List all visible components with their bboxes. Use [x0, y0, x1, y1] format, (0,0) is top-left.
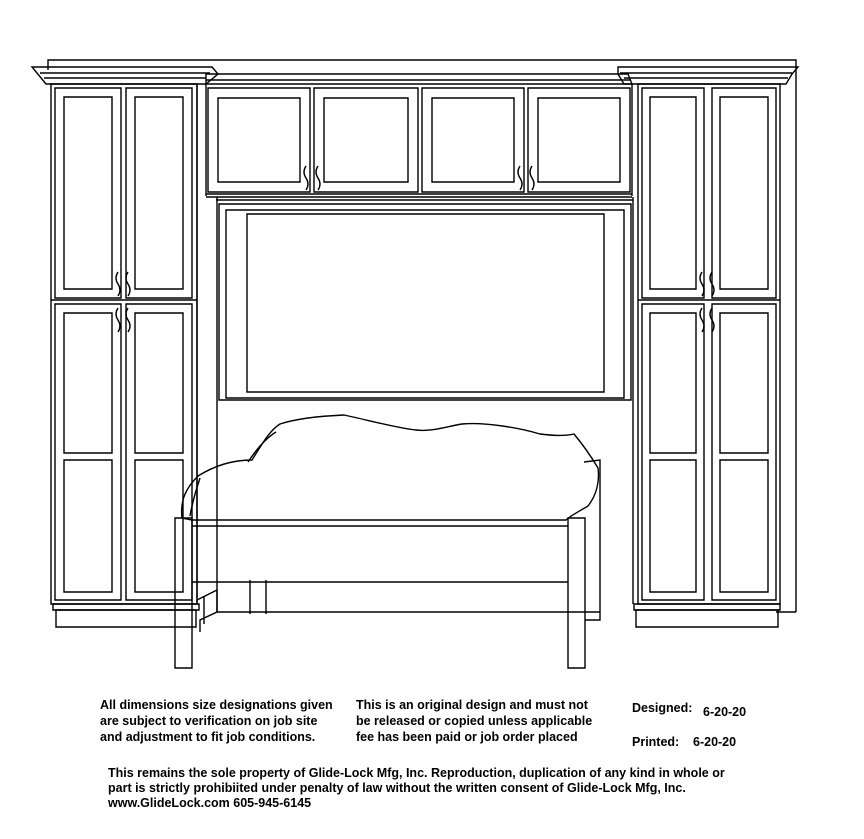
right-tall-cabinet [618, 67, 798, 627]
bed-blanket [182, 415, 599, 520]
printed-label: Printed: [632, 735, 680, 749]
printed-date: 6-20-20 [693, 735, 737, 749]
footer-website-phone: www.GlideLock.com 605-945-6145 [108, 796, 312, 810]
copyright-footer [108, 766, 808, 811]
original-design-notice: This is an original design and must not be released or copied unless applicable fee has been paid or job order placed [356, 698, 593, 744]
bed-post-right [568, 518, 585, 668]
left-tall-cabinet [32, 67, 218, 627]
handle-icon [116, 272, 120, 296]
handle-icon [116, 308, 120, 332]
bed [175, 415, 600, 668]
handle-icon [304, 166, 308, 190]
footer-line-2: part is strictly prohibiited under penalty of law without the written consent of Glide-Lock Mfg, Inc. [108, 781, 686, 795]
footer-line-1: This remains the sole property of Glide-Lock Mfg, Inc. Reproduction, duplication of any kind in whole or [108, 766, 725, 780]
left-crown-molding [32, 67, 218, 84]
headboard-panel [219, 204, 631, 400]
handle-icon [518, 166, 522, 190]
upper-bridge-cabinets [206, 74, 632, 197]
designed-date: 6-20-20 [703, 705, 747, 719]
right-crown-molding [618, 67, 798, 84]
handle-icon [530, 166, 534, 190]
handle-icon [316, 166, 320, 190]
dimensions-disclaimer: All dimensions size designations given are subject to verification on job site and adjustment to fit job conditions. [100, 698, 333, 744]
designed-label: Designed: [632, 701, 693, 715]
